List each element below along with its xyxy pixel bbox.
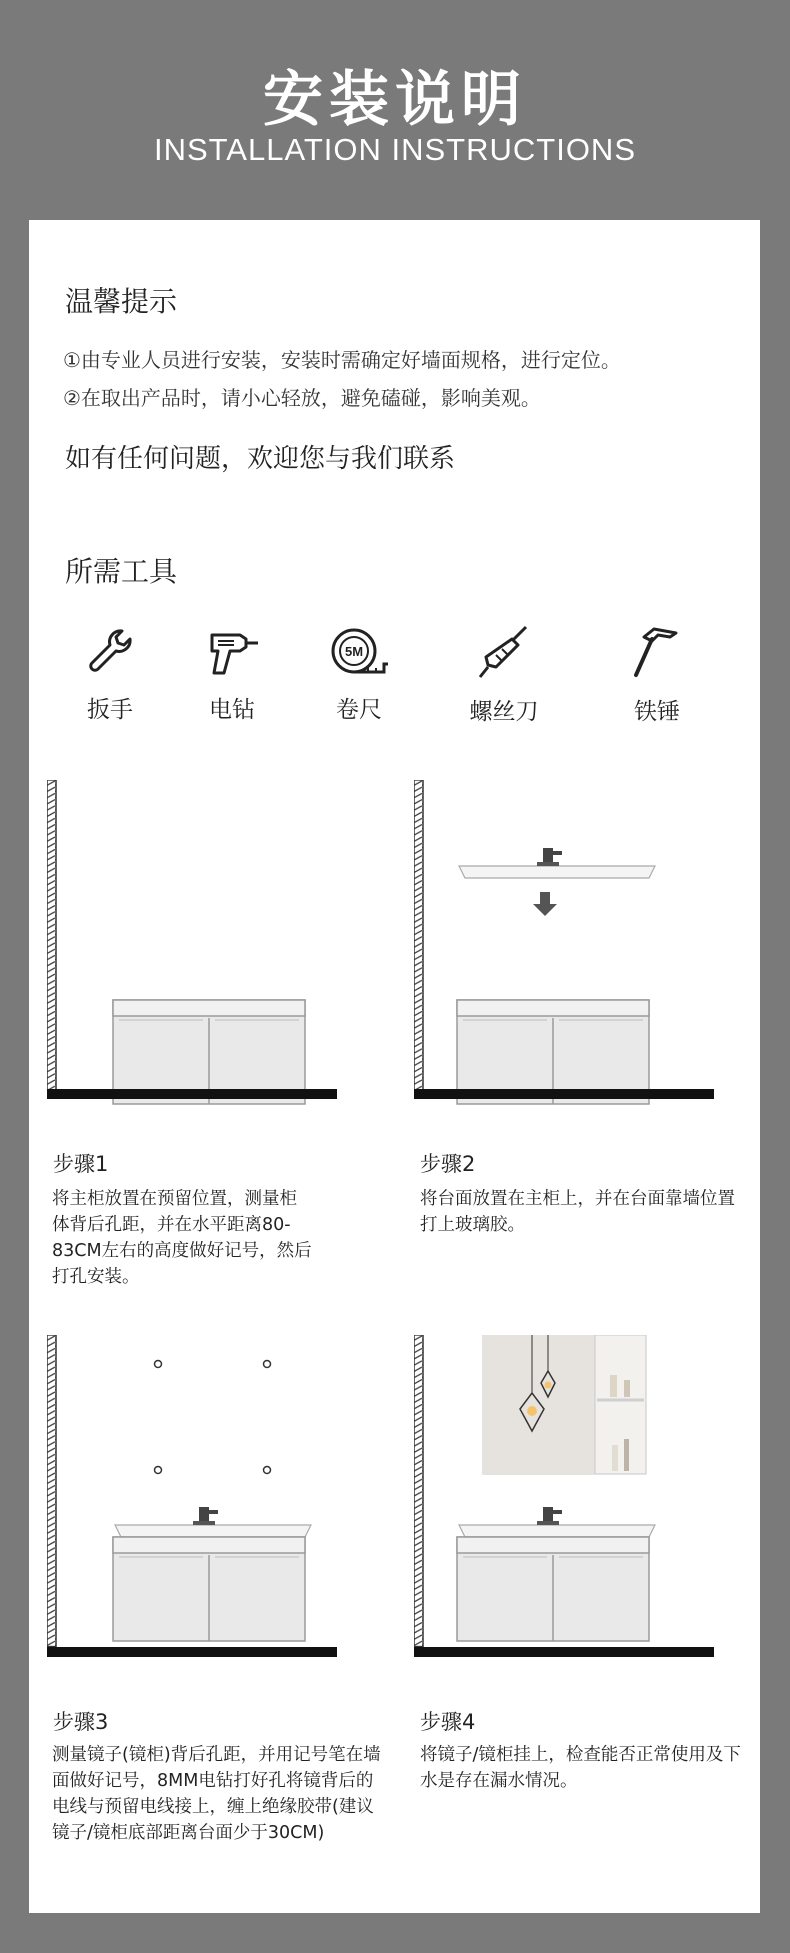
tool-drill <box>172 625 292 724</box>
hammer-icon <box>630 625 684 679</box>
tool-label-hammer: 铁锤 <box>634 699 680 725</box>
step-2-text: 将台面放置在主柜上，并在台面靠墙位置打上玻璃胶。 <box>420 1189 735 1235</box>
tool-label-tape-measure: 卷尺 <box>336 697 382 723</box>
drill-mark-icon <box>264 1467 271 1474</box>
page-header <box>0 0 790 220</box>
mirror-cabinet <box>483 1335 646 1474</box>
tool-label-drill: 电钻 <box>209 697 255 723</box>
wrench-icon <box>84 625 136 677</box>
tool-tape-measure <box>299 625 419 724</box>
screwdriver-icon <box>478 625 530 679</box>
page-title: 安装说明 <box>263 65 527 135</box>
step-1-illustration <box>47 780 347 1120</box>
tape-measure-icon <box>328 625 390 677</box>
arrow-down-icon <box>533 892 557 916</box>
step-3-text: 测量镜子(镜柜)背后孔距，并用记号笔在墙面做好记号，8MM电钻打好孔将镜背后的电线与预留电线接上，缠上绝缘胶带(建议镜子/镜柜底部距离台面少于30CM) <box>52 1745 381 1843</box>
tools-heading: 所需工具 <box>65 555 178 588</box>
contact-note: 如有任何问题，欢迎您与我们联系 <box>65 444 456 474</box>
tip-item-2: ②在取出产品时，请小心轻放，避免磕碰，影响美观。 <box>63 386 541 410</box>
step-3-illustration <box>47 1335 347 1685</box>
tape-measure-badge: 5M <box>344 644 364 659</box>
step-4-illustration <box>414 1335 744 1685</box>
tool-hammer <box>597 625 717 726</box>
step-1-text: 将主柜放置在预留位置，测量柜体背后孔距，并在水平距离80-83CM左右的高度做好记号，然后打孔安装。 <box>52 1189 312 1287</box>
drill-icon <box>204 625 260 677</box>
tip-item-1: ①由专业人员进行安装，安装时需确定好墙面规格，进行定位。 <box>63 348 621 372</box>
step-2-title: 步骤2 <box>420 1152 476 1176</box>
page-subtitle: INSTALLATION INSTRUCTIONS <box>153 132 636 167</box>
tool-label-screwdriver: 螺丝刀 <box>469 699 539 725</box>
step-3-title: 步骤3 <box>53 1710 109 1734</box>
tool-wrench <box>50 625 170 724</box>
drill-mark-icon <box>155 1361 162 1368</box>
drill-mark-icon <box>155 1467 162 1474</box>
step-2-illustration <box>414 780 744 1120</box>
tips-heading: 温馨提示 <box>65 285 178 318</box>
tool-label-wrench: 扳手 <box>87 697 133 723</box>
drill-mark-icon <box>264 1361 271 1368</box>
step-1-title: 步骤1 <box>53 1152 109 1176</box>
step-4-title: 步骤4 <box>420 1710 476 1734</box>
tool-screwdriver <box>444 625 564 726</box>
instructions-card <box>29 220 760 1913</box>
step-4-text: 将镜子/镜柜挂上，检查能否正常使用及下水是存在漏水情况。 <box>420 1745 741 1791</box>
